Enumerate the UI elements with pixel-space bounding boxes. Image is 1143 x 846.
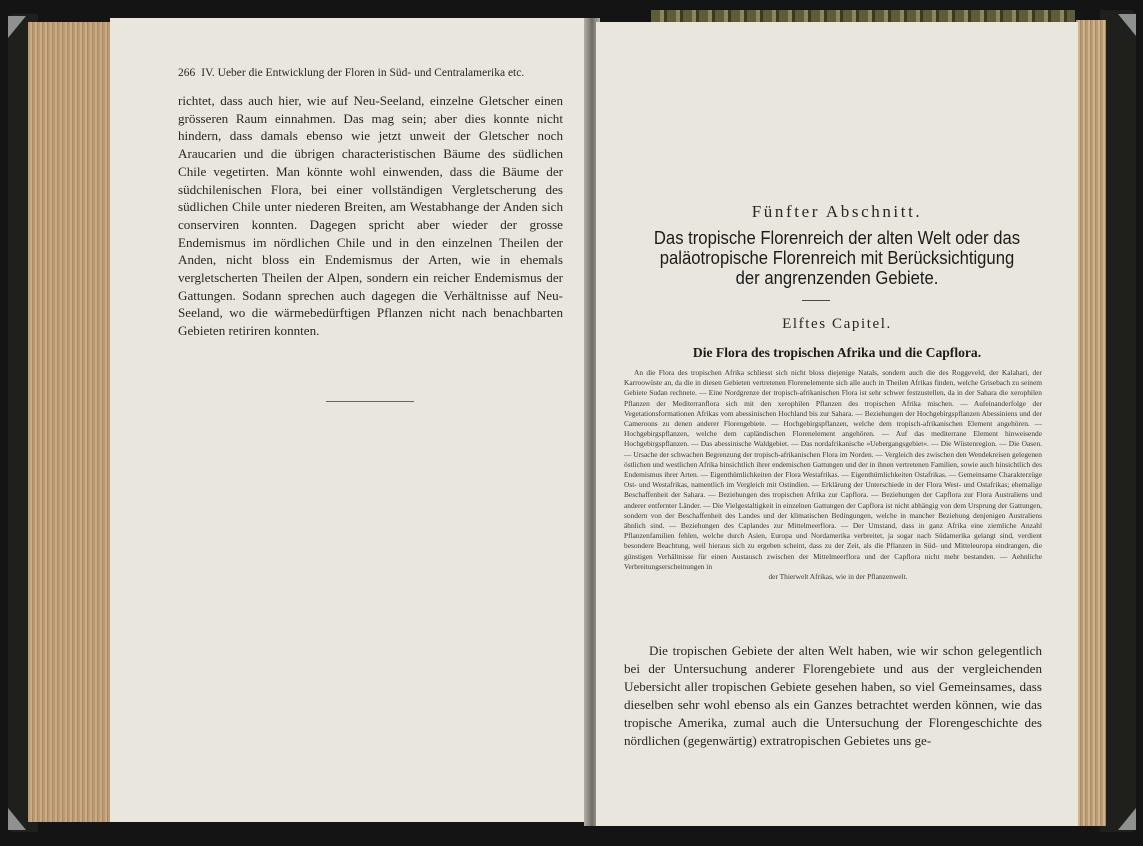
running-head xyxy=(178,67,578,79)
page-stack-left xyxy=(28,22,112,822)
chapter-title: Das tropische Florenreich der alten Welt oder das paläotropische Florenreich mit Berücksichtigung der angrenzenden Gebiete. xyxy=(653,227,1021,288)
running-head-title: IV. Ueber die Entwicklung der Floren in Süd- und Centralamerika etc. xyxy=(201,67,525,79)
summary-text: An die Flora des tropischen Afrika schliesst sich nicht bloss diejenige Natals, sondern auch die des Roggeveld, der Kalahari, der Karroowüste an, da die in diesen Gebieten vertretenen Florenelemente sich alle auch in Theilen Afrikas finden, welche Grisebach zu seinem Gebiete Sudan rechnete. — Eine Nordgrenze der tropisch-afrikanischen Flora ist sehr schwer festzustellen, da in der Sahara die xerophilen Pflanzen der Mediterranflora sich mit den xerophilen Pflanzen des tropischen Afrika mischen. — Aufeinanderfolge der Vegetationsformationen Afrikas vom abessinischen Hochland bis zur Sahara. — Beziehungen der Hochgebirgspflanzen Abessiniens und der Cameroons zu denen anderer Florengebiete. — Hochgebirgspflanzen, welche dem tropisch-afrikanischen Element angehören. — Hochgebirgspflanzen, welche dem capländischen Florenelement angehören. — Auf das mediterrane Element hinweisende Hochgebirgspflanzen. — Das abessinische Waldgebiet. — Das nordafrikanische »Uebergangsgebiet«. — Die Wüstenregion. — Die Oasen. — Ursache der schwachen Begrenzung der tropisch-afrikanischen Flora im Norden. — Vergleich des zwischen den Wendekreisen gelegenen östlichen und westlichen Afrika hinsichtlich ihrer endemischen Gattungen und der in ihnen vertretenen Familien, sowie auch hinsichtlich des Endemismus ihrer Arten. — Eigenthümlichkeiten der Flora Westafrikas. — Eigenthümlichkeiten Ostafrikas. — Gemeinsame Charakterzüge Ost- und Westafrikas, namentlich im Vergleich mit Ostindien. — Erklärung der Unterschiede in der Flora West- und Ostafrikas; ehemalige Beschaffenheit der Sahara. — Beziehungen des tropischen Afrika zur Capflora. — Beziehungen der Capflora zur Flora Australiens und anderer entfernter Länder. — Die Vielgestaltigkeit in einzelnen Gattungen der Capflora ist nicht abhängig von dem Ursprung der Gattungen, sondern von der Beschaffenheit des Landes und der klimatischen Bedingungen, welche in mancher Beziehung denjenigen Australiens ähnlich sind. — Beziehungen des Caplandes zur Mittelmeerflora. — Der Umstand, dass in ganz Afrika eine ziemliche Anzahl Pflanzenfamilien fehlen, welche durch Asien, Europa und Nordamerika verbreitet, ja sogar nach Südamerika gelangt sind, verdient besondere Beachtung, weil hieraus sich zu ergeben scheint, dass zu der Zeit, als die Pflanzen in Süd- und Mitteleuropa eindrangen, die günstigen Verhältnisse für einen Austausch zwischen der Mittelmeerflora und der Capflora nicht mehr bestanden. — Aehnliche Verbreitungserscheinungen in xyxy=(624,368,1042,571)
chapter-summary xyxy=(624,368,1042,582)
right-page xyxy=(596,22,1078,826)
page-stack-right xyxy=(1076,20,1106,826)
end-rule xyxy=(326,401,414,402)
sub-kicker: Elftes Capitel. xyxy=(782,316,892,332)
page-number: 266 xyxy=(178,67,196,79)
left-body-text xyxy=(178,92,563,340)
section-title: Die Flora des tropischen Afrika und die Capflora. xyxy=(692,345,982,360)
right-body-text xyxy=(624,642,1042,750)
right-paragraph: Die tropischen Gebiete der alten Welt haben, wie wir schon gelegentlich bei der Untersuchung anderer Florengebiete und aus der vergleichenden Uebersicht aller tropischen Gebiete gesehen haben, so viel Gemeinsames, dass dieselben sehr wohl ebenso als ein Ganzes betrachtet werden können, wie das tropische Amerika, zumal auch die Untersuchung der Florengeschichte des nördlichen (gegenwärtig) extratropischen Gebietes uns ge- xyxy=(624,643,1042,748)
title-rule xyxy=(802,300,830,301)
chapter-kicker: Fünfter Abschnitt. xyxy=(751,202,923,221)
left-page xyxy=(110,18,588,822)
summary-end-line: der Thierwelt Afrikas, wie in der Pflanzenwelt. xyxy=(768,572,908,582)
left-paragraph: richtet, dass auch hier, wie auf Neu-Seeland, einzelne Gletscher einen grösseren Raum einnahmen. Das mag sein; aber dies konnte nicht hindern, dass damals ebenso wie jetzt unweit der Gletscher noch Araucarien und die übrigen characteristischen Bäume des südlichen Chile vegetirten. Man könnte wohl einwenden, dass die Bäume der südchilenischen Flora, bei einer vollständigen Vergletscherung des südlichen Chile unter niederen Breiten, am Westabhange der Anden sich conserviren konnten. Dagegen spricht aber wieder der grosse Endemismus im nördlichen Chile und in den einzelnen Theilen der Anden, nicht bloss ein Endemismus der Arten, wie in ehemals vergletscherten Theilen der Alpen, sondern ein reicher Endemismus der Gattungen. Sodann sprechen auch dagegen die Verhältnisse auf Neu-Seeland, wo die wärmebedürftigen Pflanzen nicht nach benachbarten Gebieten retiriren konnten. xyxy=(178,93,563,339)
